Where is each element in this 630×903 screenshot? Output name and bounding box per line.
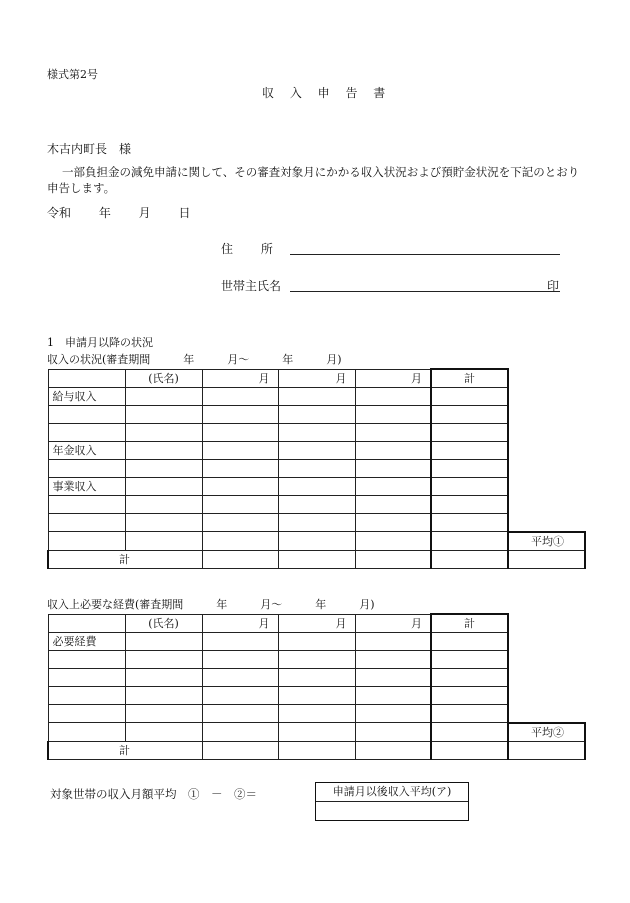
row-label <box>48 406 125 424</box>
income-average-value[interactable] <box>508 550 585 568</box>
row-label <box>48 532 125 551</box>
income-header-total: 計 <box>431 369 508 388</box>
section-heading: 1 申請月以降の状況 <box>47 336 153 349</box>
row-label: 給与収入 <box>48 388 125 406</box>
page-title: 収 入 申 告 書 <box>262 86 392 100</box>
income-header-name: (氏名) <box>125 369 202 388</box>
row-label <box>48 514 125 532</box>
table-row <box>48 460 585 478</box>
address-field[interactable] <box>290 254 560 255</box>
income-header-label <box>48 369 125 388</box>
table-row <box>48 532 585 551</box>
table-row <box>48 723 585 742</box>
table-row <box>48 687 585 705</box>
table-row <box>48 424 585 442</box>
expenses-table <box>47 613 586 760</box>
row-label: 事業収入 <box>48 478 125 496</box>
income-header-month1: 月 <box>202 369 278 388</box>
row-label <box>48 669 125 687</box>
expenses-header-row <box>48 614 585 633</box>
row-label <box>48 651 125 669</box>
income-total-row <box>48 550 585 568</box>
table-row <box>48 651 585 669</box>
row-label: 必要経費 <box>48 633 125 651</box>
expenses-header-total: 計 <box>431 614 508 633</box>
income-total-label: 計 <box>48 550 202 568</box>
row-label <box>48 705 125 723</box>
expenses-total-row <box>48 741 585 759</box>
expenses-total-label: 計 <box>48 741 202 759</box>
table-row <box>48 669 585 687</box>
table-row <box>48 705 585 723</box>
result-box-title: 申請月以後収入平均(ア) <box>316 783 468 802</box>
income-header-row <box>48 369 585 388</box>
income-average-label: 平均① <box>508 532 585 551</box>
row-label <box>48 723 125 742</box>
income-table <box>47 368 586 569</box>
expenses-average-label: 平均② <box>508 723 585 742</box>
intro-text-line2: 申告します。 <box>47 181 116 195</box>
result-box-value[interactable] <box>316 802 468 819</box>
row-label <box>48 460 125 478</box>
table-row <box>48 478 585 496</box>
row-label <box>48 424 125 442</box>
income-header-month2: 月 <box>278 369 355 388</box>
table-row <box>48 406 585 424</box>
form-number: 様式第2号 <box>47 68 98 81</box>
income-caption: 収入の状況(審査期間 年 月～ 年 月) <box>47 353 342 366</box>
expenses-header-month2: 月 <box>278 614 355 633</box>
seal-mark: 印 <box>547 279 560 293</box>
intro-text-line1: 一部負担金の減免申請に関して、その審査対象月にかかる収入状況および預貯金状況を下記のとおり <box>62 165 580 179</box>
row-label <box>48 687 125 705</box>
householder-label: 世帯主氏名 <box>221 279 282 293</box>
expenses-caption: 収入上必要な経費(審査期間 年 月～ 年 月) <box>47 598 375 611</box>
result-box <box>315 782 469 821</box>
date-line: 令和 年 月 日 <box>47 206 191 220</box>
row-label: 年金収入 <box>48 442 125 460</box>
table-row <box>48 388 585 406</box>
expenses-header-name: (氏名) <box>125 614 202 633</box>
address-label: 住 所 <box>221 242 273 256</box>
formula-text: 対象世帯の収入月額平均 ① － ②＝ <box>50 787 257 801</box>
income-header-month3: 月 <box>355 369 431 388</box>
expenses-average-value[interactable] <box>508 741 585 759</box>
expenses-header-month3: 月 <box>355 614 431 633</box>
table-row <box>48 496 585 514</box>
addressee: 木古内町長 様 <box>47 142 132 156</box>
table-row <box>48 633 585 651</box>
table-row <box>48 442 585 460</box>
expenses-header-month1: 月 <box>202 614 278 633</box>
table-row <box>48 514 585 532</box>
row-label <box>48 496 125 514</box>
householder-field[interactable] <box>290 291 560 292</box>
